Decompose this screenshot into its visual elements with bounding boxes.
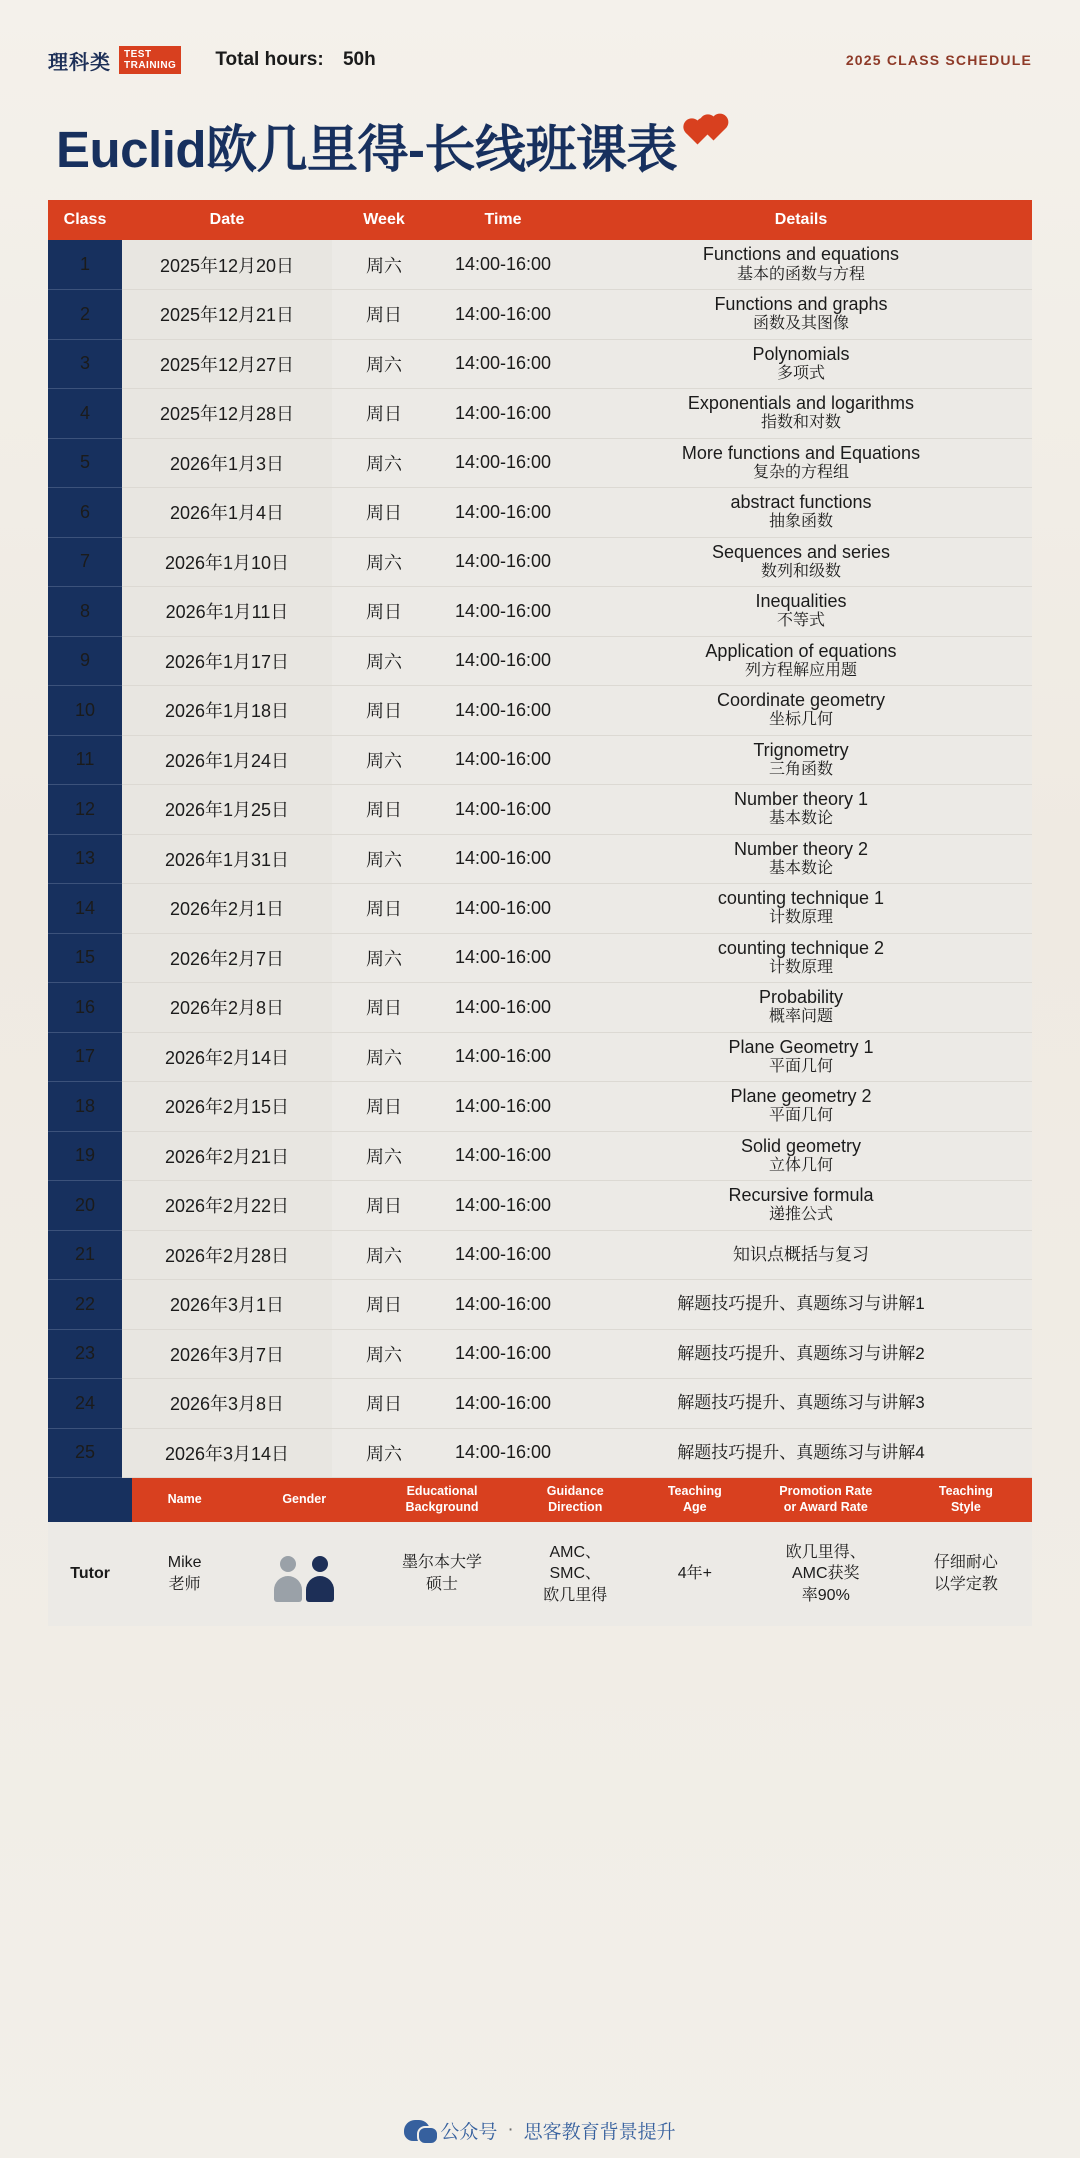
row-details-cn: 基本数论 xyxy=(768,859,833,877)
row-time: 14:00-16:00 xyxy=(436,636,570,686)
row-time: 14:00-16:00 xyxy=(436,587,570,637)
row-details xyxy=(570,1032,1032,1082)
row-details xyxy=(570,339,1032,389)
row-details-en: Trignometry xyxy=(753,739,849,760)
table-row xyxy=(48,1082,1032,1132)
table-row xyxy=(48,1131,1032,1181)
tutor-name xyxy=(132,1522,237,1626)
table-row xyxy=(48,636,1032,686)
row-time: 14:00-16:00 xyxy=(436,735,570,785)
row-date: 2026年1月18日 xyxy=(122,686,332,736)
row-time: 14:00-16:00 xyxy=(436,785,570,835)
row-details-en: counting technique 1 xyxy=(717,888,885,909)
tutor-guidance xyxy=(513,1522,638,1626)
row-details: 解题技巧提升、真题练习与讲解2 xyxy=(570,1329,1032,1379)
page-title: Euclid欧几里得-长线班课表 xyxy=(56,121,678,178)
row-details-cn: 递推公式 xyxy=(768,1206,833,1224)
table-row xyxy=(48,1032,1032,1082)
row-time: 14:00-16:00 xyxy=(436,884,570,934)
row-week: 周六 xyxy=(332,636,436,686)
footer-separator: · xyxy=(507,2119,514,2140)
row-index: 1 xyxy=(48,240,122,290)
row-time: 14:00-16:00 xyxy=(436,1032,570,1082)
row-details xyxy=(570,488,1032,538)
row-index: 4 xyxy=(48,389,122,439)
table-row xyxy=(48,438,1032,488)
row-week: 周日 xyxy=(332,1082,436,1132)
row-date: 2026年3月7日 xyxy=(122,1329,332,1379)
row-date: 2026年3月8日 xyxy=(122,1379,332,1429)
row-time: 14:00-16:00 xyxy=(436,537,570,587)
row-date: 2026年2月1日 xyxy=(122,884,332,934)
row-time: 14:00-16:00 xyxy=(436,933,570,983)
tutor-column-name: Name xyxy=(132,1478,237,1522)
tutor-teaching-age: 4年+ xyxy=(638,1522,752,1626)
row-details-en: Inequalities xyxy=(755,591,847,612)
tutor-header-row xyxy=(48,1478,1032,1522)
tutor-guidance-line3: 欧几里得 xyxy=(543,1586,608,1604)
row-details-en: Recursive formula xyxy=(728,1185,874,1206)
row-details-en: Plane Geometry 1 xyxy=(728,1036,874,1057)
row-details-cn: 平面几何 xyxy=(768,1057,833,1075)
brand-name-en xyxy=(119,46,181,74)
row-date: 2026年2月15日 xyxy=(122,1082,332,1132)
row-details xyxy=(570,389,1032,439)
row-date: 2026年1月31日 xyxy=(122,834,332,884)
row-details-en: counting technique 2 xyxy=(717,937,885,958)
tutor-education-line2: 硕士 xyxy=(426,1576,459,1593)
table-row xyxy=(48,1428,1032,1478)
person-icon-grey xyxy=(273,1556,303,1602)
row-week: 周六 xyxy=(332,537,436,587)
schedule-table-header xyxy=(48,200,1032,240)
row-week: 周日 xyxy=(332,1280,436,1330)
row-date: 2025年12月27日 xyxy=(122,339,332,389)
column-header-week: Week xyxy=(332,200,436,240)
row-index: 8 xyxy=(48,587,122,637)
row-details xyxy=(570,1082,1032,1132)
row-index: 3 xyxy=(48,339,122,389)
tutor-column-style: Teaching Style xyxy=(900,1478,1032,1522)
row-details-cn: 计数原理 xyxy=(768,909,833,927)
row-index: 7 xyxy=(48,537,122,587)
table-row xyxy=(48,1280,1032,1330)
row-details-en: Sequences and series xyxy=(711,541,891,562)
row-index: 16 xyxy=(48,983,122,1033)
row-details xyxy=(570,834,1032,884)
row-details-cn: 列方程解应用题 xyxy=(744,661,857,679)
row-date: 2026年2月22日 xyxy=(122,1181,332,1231)
table-row xyxy=(48,537,1032,587)
tutor-promotion-line2: AMC获奖 xyxy=(792,1565,860,1583)
tutor-label: Tutor xyxy=(48,1522,132,1626)
tutor-style xyxy=(900,1522,1032,1626)
table-row xyxy=(48,933,1032,983)
row-week: 周日 xyxy=(332,785,436,835)
row-details-en: Coordinate geometry xyxy=(716,690,886,711)
row-index: 21 xyxy=(48,1230,122,1280)
footer-account-name: 思客教育背景提升 xyxy=(523,2121,676,2143)
row-details: 解题技巧提升、真题练习与讲解4 xyxy=(570,1428,1032,1478)
row-details xyxy=(570,636,1032,686)
row-week: 周日 xyxy=(332,488,436,538)
tutor-gender xyxy=(237,1522,371,1626)
row-index: 25 xyxy=(48,1428,122,1478)
row-week: 周六 xyxy=(332,1428,436,1478)
row-week: 周六 xyxy=(332,1131,436,1181)
row-week: 周日 xyxy=(332,389,436,439)
row-week: 周六 xyxy=(332,240,436,290)
row-time: 14:00-16:00 xyxy=(436,1280,570,1330)
tutor-style-line2: 以学定教 xyxy=(933,1576,998,1593)
column-header-time: Time xyxy=(436,200,570,240)
table-row xyxy=(48,785,1032,835)
row-index: 17 xyxy=(48,1032,122,1082)
row-index: 24 xyxy=(48,1379,122,1429)
row-details-cn: 指数和对数 xyxy=(760,414,841,432)
row-details xyxy=(570,290,1032,340)
tutor-guidance-line2: SMC、 xyxy=(549,1565,602,1583)
row-date: 2026年3月1日 xyxy=(122,1280,332,1330)
row-details xyxy=(570,735,1032,785)
row-details xyxy=(570,587,1032,637)
row-index: 23 xyxy=(48,1329,122,1379)
row-date: 2025年12月28日 xyxy=(122,389,332,439)
table-row xyxy=(48,488,1032,538)
row-index: 6 xyxy=(48,488,122,538)
brand-name-cn: 理科类 xyxy=(48,51,111,74)
row-time: 14:00-16:00 xyxy=(436,240,570,290)
table-row xyxy=(48,587,1032,637)
row-time: 14:00-16:00 xyxy=(436,1329,570,1379)
row-date: 2025年12月20日 xyxy=(122,240,332,290)
row-details-cn: 坐标几何 xyxy=(768,711,833,729)
row-time: 14:00-16:00 xyxy=(436,1181,570,1231)
row-week: 周六 xyxy=(332,1230,436,1280)
row-week: 周六 xyxy=(332,735,436,785)
row-index: 18 xyxy=(48,1082,122,1132)
tutor-guidance-line1: AMC、 xyxy=(549,1543,602,1561)
row-time: 14:00-16:00 xyxy=(436,686,570,736)
row-details-en: Plane geometry 2 xyxy=(730,1086,872,1107)
row-index: 9 xyxy=(48,636,122,686)
row-date: 2026年2月28日 xyxy=(122,1230,332,1280)
row-index: 10 xyxy=(48,686,122,736)
table-row xyxy=(48,389,1032,439)
row-details xyxy=(570,884,1032,934)
table-row xyxy=(48,735,1032,785)
row-date: 2026年1月17日 xyxy=(122,636,332,686)
row-details-en: More functions and Equations xyxy=(681,442,921,463)
row-index: 20 xyxy=(48,1181,122,1231)
row-details-cn: 平面几何 xyxy=(768,1107,833,1125)
row-time: 14:00-16:00 xyxy=(436,1428,570,1478)
tutor-name-line1: Mike xyxy=(167,1554,202,1572)
column-header-date: Date xyxy=(122,200,332,240)
table-row xyxy=(48,1379,1032,1429)
row-details xyxy=(570,438,1032,488)
table-row xyxy=(48,1181,1032,1231)
row-week: 周六 xyxy=(332,438,436,488)
row-details xyxy=(570,240,1032,290)
total-hours-label: Total hours: xyxy=(215,49,324,70)
row-details-en: abstract functions xyxy=(730,492,872,513)
top-bar xyxy=(48,0,1032,86)
row-details-cn: 不等式 xyxy=(776,612,825,630)
brand-logo xyxy=(48,46,181,75)
tutor-table xyxy=(48,1478,1032,1626)
year-label: 2025 CLASS SCHEDULE xyxy=(845,52,1032,68)
row-index: 2 xyxy=(48,290,122,340)
gender-avatars xyxy=(237,1546,371,1602)
total-hours xyxy=(215,49,375,71)
row-week: 周六 xyxy=(332,1032,436,1082)
table-row xyxy=(48,240,1032,290)
row-details xyxy=(570,785,1032,835)
row-time: 14:00-16:00 xyxy=(436,1379,570,1429)
brand-en-line2: TRAINING xyxy=(124,60,177,71)
row-time: 14:00-16:00 xyxy=(436,834,570,884)
hearts-decoration xyxy=(687,114,727,144)
row-details xyxy=(570,1131,1032,1181)
tutor-style-line1: 仔细耐心 xyxy=(933,1554,998,1572)
tutor-education xyxy=(371,1522,512,1626)
row-details-cn: 函数及其图像 xyxy=(752,315,849,333)
row-details-cn: 概率问题 xyxy=(768,1008,833,1026)
table-row xyxy=(48,339,1032,389)
row-details-cn: 三角函数 xyxy=(768,760,833,778)
row-details-cn: 立体几何 xyxy=(768,1156,833,1174)
tutor-name-line2: 老师 xyxy=(168,1576,201,1593)
row-time: 14:00-16:00 xyxy=(436,1131,570,1181)
footer-account-label: 公众号 xyxy=(440,2121,498,2143)
tutor-promotion xyxy=(752,1522,900,1626)
row-week: 周日 xyxy=(332,983,436,1033)
row-date: 2026年1月25日 xyxy=(122,785,332,835)
column-header-details: Details xyxy=(570,200,1032,240)
table-row xyxy=(48,1329,1032,1379)
row-details-en: Probability xyxy=(758,987,844,1008)
row-details xyxy=(570,537,1032,587)
tutor-header-blank xyxy=(48,1478,132,1522)
row-time: 14:00-16:00 xyxy=(436,1082,570,1132)
row-date: 2026年1月24日 xyxy=(122,735,332,785)
row-index: 5 xyxy=(48,438,122,488)
row-details: 知识点概括与复习 xyxy=(570,1230,1032,1280)
row-index: 22 xyxy=(48,1280,122,1330)
wechat-icon xyxy=(404,2120,430,2141)
row-index: 11 xyxy=(48,735,122,785)
row-date: 2026年1月10日 xyxy=(122,537,332,587)
table-row xyxy=(48,290,1032,340)
row-time: 14:00-16:00 xyxy=(436,488,570,538)
row-details-cn: 数列和级数 xyxy=(760,562,841,580)
schedule-table xyxy=(48,200,1032,1478)
total-hours-value: 50h xyxy=(342,49,376,70)
brand-en-line1: TEST xyxy=(124,49,152,60)
person-icon-dark xyxy=(305,1556,335,1602)
row-week: 周日 xyxy=(332,587,436,637)
row-week: 周六 xyxy=(332,933,436,983)
row-date: 2026年2月8日 xyxy=(122,983,332,1033)
row-date: 2026年3月14日 xyxy=(122,1428,332,1478)
row-details xyxy=(570,1181,1032,1231)
tutor-column-education: Educational Background xyxy=(371,1478,512,1522)
row-details xyxy=(570,686,1032,736)
row-week: 周日 xyxy=(332,1379,436,1429)
table-row xyxy=(48,1230,1032,1280)
table-row xyxy=(48,834,1032,884)
row-time: 14:00-16:00 xyxy=(436,438,570,488)
table-row xyxy=(48,884,1032,934)
row-week: 周日 xyxy=(332,686,436,736)
row-details-en: Exponentials and logarithms xyxy=(687,393,915,414)
tutor-column-age: Teaching Age xyxy=(638,1478,752,1522)
row-details-en: Number theory 1 xyxy=(733,789,869,810)
table-row xyxy=(48,686,1032,736)
row-details-en: Number theory 2 xyxy=(733,838,869,859)
tutor-promotion-line1: 欧几里得、 xyxy=(785,1543,866,1561)
row-time: 14:00-16:00 xyxy=(436,1230,570,1280)
row-week: 周六 xyxy=(332,1329,436,1379)
row-details-en: Solid geometry xyxy=(740,1135,862,1156)
row-details-en: Functions and equations xyxy=(702,244,900,265)
row-week: 周日 xyxy=(332,290,436,340)
row-date: 2025年12月21日 xyxy=(122,290,332,340)
row-index: 13 xyxy=(48,834,122,884)
row-details: 解题技巧提升、真题练习与讲解1 xyxy=(570,1280,1032,1330)
row-time: 14:00-16:00 xyxy=(436,290,570,340)
tutor-row xyxy=(48,1522,1032,1626)
row-time: 14:00-16:00 xyxy=(436,983,570,1033)
row-details-cn: 基本数论 xyxy=(768,810,833,828)
row-details xyxy=(570,933,1032,983)
row-date: 2026年2月7日 xyxy=(122,933,332,983)
table-row xyxy=(48,983,1032,1033)
row-index: 14 xyxy=(48,884,122,934)
schedule-table-body xyxy=(48,240,1032,1478)
row-details: 解题技巧提升、真题练习与讲解3 xyxy=(570,1379,1032,1429)
row-date: 2026年1月3日 xyxy=(122,438,332,488)
row-week: 周日 xyxy=(332,1181,436,1231)
row-date: 2026年2月21日 xyxy=(122,1131,332,1181)
title-row xyxy=(48,108,1032,182)
row-week: 周六 xyxy=(332,834,436,884)
row-details-cn: 多项式 xyxy=(776,364,825,382)
row-details-cn: 计数原理 xyxy=(768,958,833,976)
tutor-column-promotion: Promotion Rate or Award Rate xyxy=(752,1478,900,1522)
tutor-promotion-line3: 率90% xyxy=(801,1586,850,1604)
table-header-row xyxy=(48,200,1032,240)
row-date: 2026年1月11日 xyxy=(122,587,332,637)
row-details-cn: 复杂的方程组 xyxy=(752,463,849,481)
row-time: 14:00-16:00 xyxy=(436,339,570,389)
row-details-en: Functions and graphs xyxy=(714,294,888,315)
row-index: 15 xyxy=(48,933,122,983)
row-week: 周六 xyxy=(332,339,436,389)
row-details-en: Polynomials xyxy=(752,343,850,364)
row-date: 2026年1月4日 xyxy=(122,488,332,538)
row-time: 14:00-16:00 xyxy=(436,389,570,439)
row-details-cn: 基本的函数与方程 xyxy=(736,265,865,283)
row-index: 19 xyxy=(48,1131,122,1181)
row-index: 12 xyxy=(48,785,122,835)
tutor-column-gender: Gender xyxy=(237,1478,371,1522)
footer xyxy=(0,2102,1080,2158)
row-details-en: Application of equations xyxy=(705,640,897,661)
row-details xyxy=(570,983,1032,1033)
tutor-education-line1: 墨尔本大学 xyxy=(402,1554,483,1572)
row-week: 周日 xyxy=(332,884,436,934)
tutor-column-guidance: Guidance Direction xyxy=(513,1478,638,1522)
column-header-class: Class xyxy=(48,200,122,240)
row-date: 2026年2月14日 xyxy=(122,1032,332,1082)
row-details-cn: 抽象函数 xyxy=(768,513,833,531)
